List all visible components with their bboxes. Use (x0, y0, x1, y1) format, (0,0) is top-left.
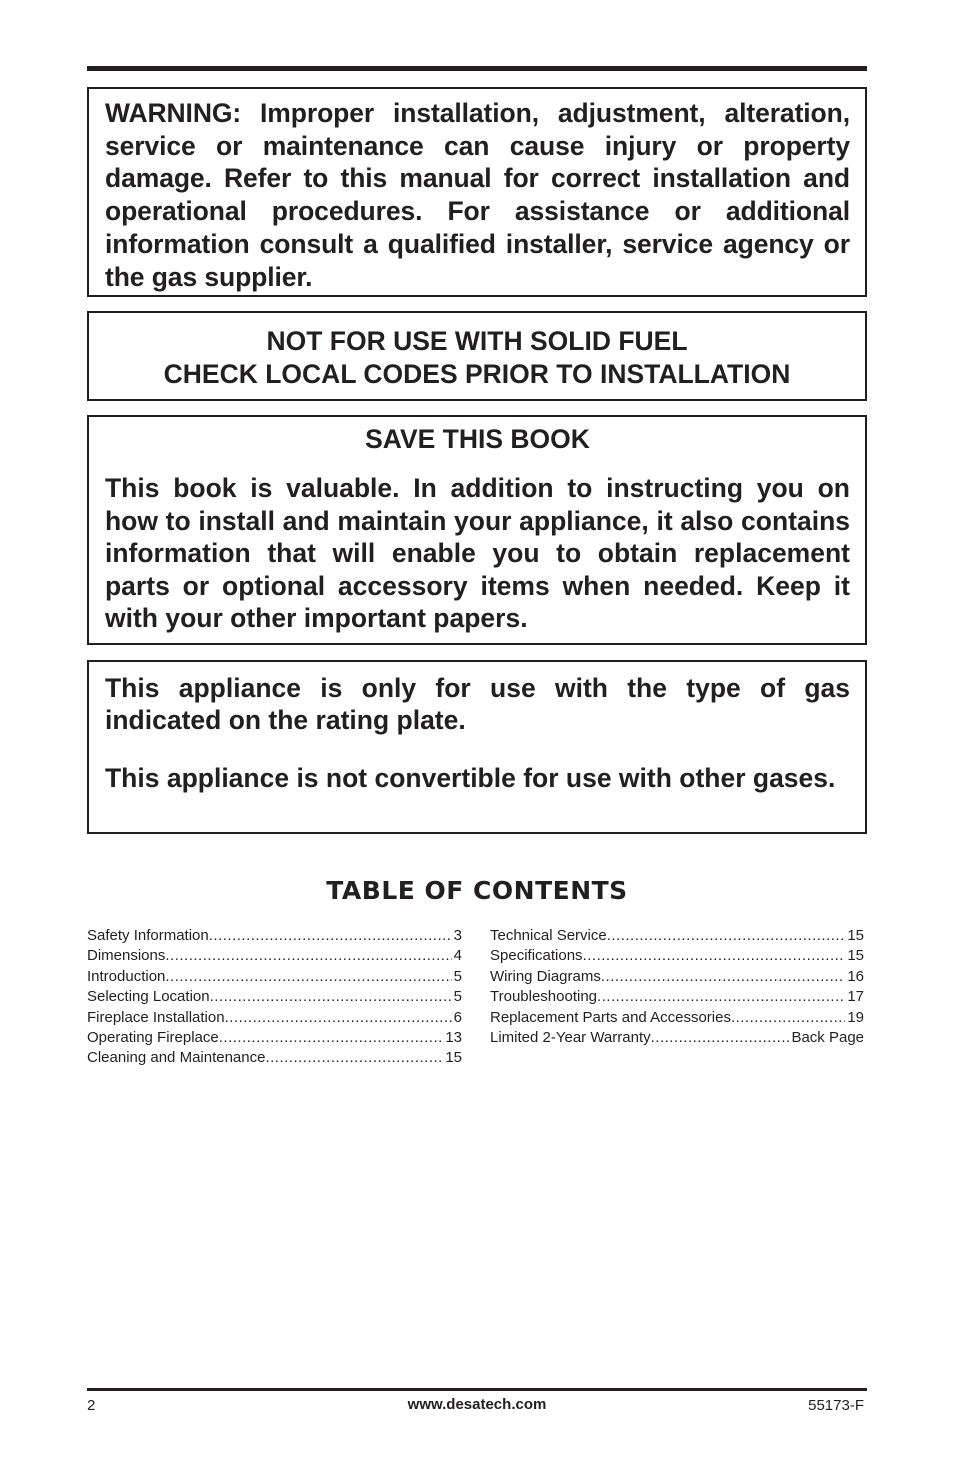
toc-entry[interactable] (87, 946, 462, 966)
toc-entry-label: Selecting Location (87, 988, 210, 1006)
footer-doc-code: 55173-F (808, 1397, 864, 1414)
save-book-box (87, 415, 867, 645)
toc-entry-page: 16 (847, 967, 864, 985)
toc-entry[interactable] (490, 1008, 864, 1028)
footer-website: www.desatech.com (407, 1396, 547, 1413)
toc-entry-label: Cleaning and Maintenance (87, 1049, 266, 1067)
toc-entry-page: 6 (453, 1008, 462, 1026)
toc-title: TABLE OF CONTENTS (326, 876, 628, 905)
toc-entry-page: 5 (453, 988, 462, 1006)
toc-leader-dots (210, 987, 452, 1007)
toc-entry[interactable] (87, 1028, 462, 1048)
fuel-notice-line1: NOT FOR USE WITH SOLID FUEL (266, 326, 688, 356)
toc-entry-label: Wiring Diagrams (490, 967, 601, 985)
toc-entry-label: Safety Information (87, 927, 209, 944)
toc-leader-dots (601, 967, 845, 987)
toc-entry-label: Fireplace Installation (87, 1008, 225, 1026)
fuel-notice-line2: CHECK LOCAL CODES PRIOR TO INSTALLATION (163, 359, 791, 389)
toc-entry-page: Back Page (791, 1029, 864, 1047)
toc-entry-label: Technical Service (490, 927, 607, 944)
toc-entry[interactable] (490, 1028, 864, 1048)
toc-leader-dots (597, 987, 845, 1007)
toc-leader-dots (225, 1008, 452, 1028)
toc-entry[interactable] (87, 987, 462, 1007)
gas-notice-box (87, 660, 867, 834)
save-book-body: This book is valuable. In addition to instructing you on how to install and maintain your appliance, it also contains information that will enable you to obtain replacement parts or optional accessory items when needed. Keep it with your other important papers. (105, 473, 850, 633)
toc-entry-label: Introduction (87, 967, 166, 985)
toc-leader-dots (165, 967, 451, 987)
toc-entry-page: 5 (453, 967, 462, 985)
toc-leader-dots (265, 1048, 443, 1068)
toc-entry-page: 19 (847, 1008, 864, 1026)
toc-left-column (87, 926, 462, 1069)
toc-entry[interactable] (490, 987, 864, 1007)
toc-entry[interactable] (87, 1008, 462, 1028)
fuel-notice-box (87, 311, 867, 401)
toc-entry-page: 15 (445, 1049, 462, 1067)
toc-entry-label: Operating Fireplace (87, 1029, 219, 1047)
toc-entry[interactable] (87, 926, 462, 946)
toc-entry[interactable] (490, 926, 864, 946)
toc-leader-dots (209, 926, 452, 946)
toc-leader-dots (583, 946, 846, 966)
toc-leader-dots (165, 946, 451, 966)
toc-leader-dots (651, 1028, 790, 1048)
toc-entry-label: Dimensions (87, 947, 166, 965)
warning-text: WARNING: Improper installation, adjustment, alteration, service or maintenance can cause injury or property damage. Refer to this manual for correct installation and operational procedures. For assistance or additional information consult a qualified installer, service agency or the gas supplier. (105, 98, 850, 292)
top-rule (87, 66, 867, 71)
toc-entry-label: Specifications (490, 947, 583, 965)
toc-entry-page: 17 (847, 988, 864, 1006)
toc-entry-page: 15 (847, 927, 864, 944)
gas-notice-para2: This appliance is not convertible for use with other gases. (105, 763, 836, 793)
gas-notice-para1: This appliance is only for use with the type of gas indicated on the rating plate. (105, 673, 850, 735)
toc-right-column (490, 926, 864, 1048)
toc-entry-label: Limited 2-Year Warranty (490, 1029, 651, 1047)
toc-entry-page: 15 (847, 947, 864, 965)
toc-leader-dots (219, 1028, 444, 1048)
bottom-rule (87, 1388, 867, 1391)
save-book-title: SAVE THIS BOOK (365, 424, 590, 454)
toc-entry-label: Replacement Parts and Accessories (490, 1008, 731, 1026)
toc-entry[interactable] (87, 1048, 462, 1068)
toc-entry-label: Troubleshooting (490, 988, 598, 1006)
toc-entry-page: 4 (453, 947, 462, 965)
toc-entry-page: 3 (453, 927, 462, 944)
footer-page-number: 2 (87, 1397, 96, 1414)
toc-entry[interactable] (87, 967, 462, 987)
toc-entry[interactable] (490, 946, 864, 966)
toc-leader-dots (731, 1008, 845, 1028)
toc-leader-dots (607, 926, 846, 946)
toc-entry-page: 13 (445, 1029, 462, 1047)
toc-entry[interactable] (490, 967, 864, 987)
warning-box (87, 87, 867, 297)
